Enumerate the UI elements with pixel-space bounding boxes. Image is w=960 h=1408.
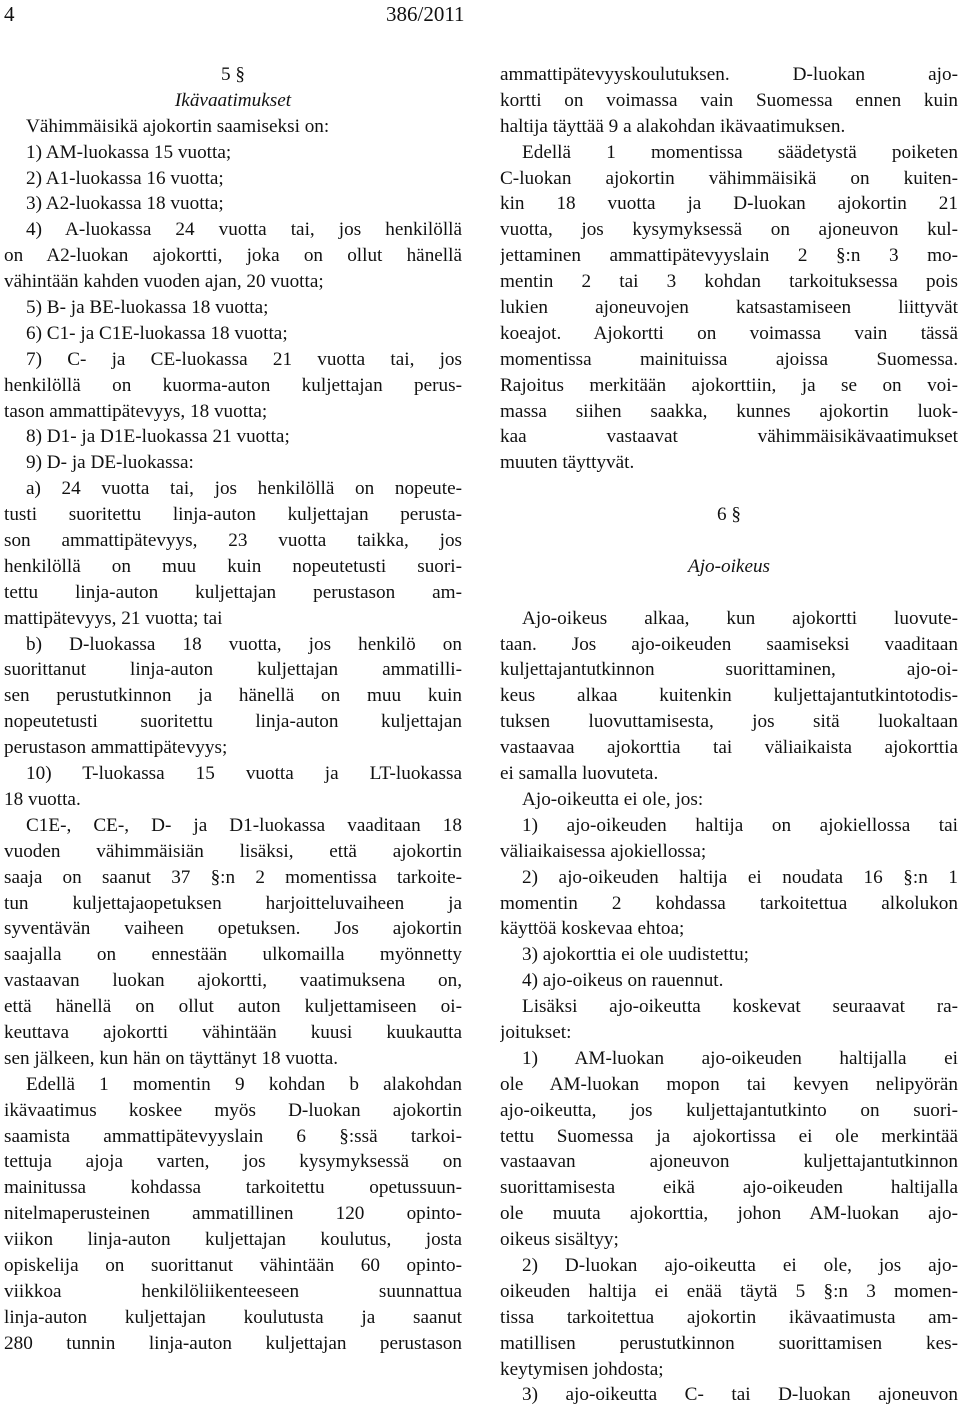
text-line: vastaavaa ajokorttia tai väliaikaista ajokorttia — [500, 737, 958, 759]
text-line: muuten täyttyvät. — [500, 452, 635, 474]
text-line: kortti on voimassa vain Suomessa ennen kuin — [500, 89, 958, 111]
text-line: kaa vastaavat vähimmäisikävaatimukset — [500, 426, 958, 448]
text-line: 7) C- ja CE-luokassa 21 vuotta tai, jos — [26, 348, 462, 370]
text-line: 10) T-luokassa 15 vuotta ja LT-luokassa — [26, 763, 462, 785]
text-line: keytymisen johdosta; — [500, 1358, 664, 1380]
text-line: ei samalla luovuteta. — [500, 763, 659, 785]
text-line: momentin 2 kohdassa tarkoitettua alkolukon — [500, 892, 958, 914]
text-line: matillisen perustutkinnon suorittamisen kes- — [500, 1332, 958, 1354]
text-line: keus alkaa kuitenkin kuljettajantutkintotodis- — [500, 685, 958, 707]
text-line: Edellä 1 momentissa säädetystä poiketen — [522, 141, 958, 163]
text-line: 18 vuotta. — [4, 788, 81, 810]
text-line: 3) A2-luokassa 18 vuotta; — [26, 193, 224, 215]
text-line: nopeutetusti suoritettu linja-auton kuljettajan — [4, 711, 462, 733]
text-line: syventävän vaiheen opetuksen. Jos ajokortin — [4, 918, 462, 940]
text-line: nitelmaperusteinen ammatillinen 120 opinto- — [4, 1203, 462, 1225]
text-line: sen jälkeen, kun hän on täyttänyt 18 vuotta. — [4, 1047, 339, 1069]
text-line: joitukset: — [500, 1021, 572, 1043]
text-line: 1) ajo-oikeuden haltija on ajokiellossa tai — [522, 814, 958, 836]
text-line: oikeus sisältyy; — [500, 1229, 619, 1251]
text-line: 6) C1- ja C1E-luokassa 18 vuotta; — [26, 322, 288, 344]
text-line: 9) D- ja DE-luokassa: — [26, 452, 194, 474]
text-line: mentin 2 tai 3 kohdan tarkoituksessa pois — [500, 271, 958, 293]
text-line: ammattipätevyyskoulutuksen. D-luokan ajo- — [500, 64, 958, 85]
text-line: tettu Suomessa ja ajokortissa ei ole merkintää — [500, 1125, 958, 1147]
text-line: Edellä 1 momentin 9 kohdan b alakohdan — [26, 1073, 462, 1095]
text-line: 3) ajokorttia ei ole uudistettu; — [522, 944, 749, 966]
text-line: vastaavan ajoneuvon kuljettajantutkinnon — [500, 1151, 958, 1173]
text-line: että hänellä on ollut auton kuljettamiseen oi- — [4, 996, 462, 1018]
text-line: C-luokan ajokortin vähimmäisikä on kuiten- — [500, 167, 958, 189]
text-line: 3) ajo-oikeutta C- tai D-luokan ajoneuvon — [522, 1384, 958, 1406]
text-line: haltija täyttää 9 a alakohdan ikävaatimuksen. — [500, 115, 846, 137]
text-line: tettuja ajoja varten, jos kysymyksessä on — [4, 1151, 462, 1173]
text-line: vähintään kahden vuoden ajan, 20 vuotta; — [4, 271, 324, 293]
text-line: väliaikaisessa ajokiellossa; — [500, 840, 707, 862]
text-line: 1) AM-luokassa 15 vuotta; — [26, 141, 232, 163]
text-line: opiskelija on suorittanut vähintään 60 opinto- — [4, 1254, 462, 1276]
text-line: mainitussa kohdassa tarkoitettu opetussuun- — [4, 1177, 462, 1199]
section-heading: Ajo-oikeus — [687, 555, 771, 577]
text-line: tissa tarkoitettua ajokortin ikävaatimusta am- — [500, 1306, 958, 1328]
text-line: massa siihen saakka, kunnes ajokortin luok- — [500, 400, 958, 422]
text-line: perustason ammattipätevyys; — [4, 737, 228, 759]
text-line: viikon linja-auton kuljettajan koulutus, josta — [4, 1229, 462, 1251]
text-line: keuttava ajokortti vähintään kuusi kuukautta — [4, 1021, 462, 1043]
text-line: Rajoitus merkitään ajokorttiin, ja se on voi- — [500, 374, 958, 396]
spacer — [500, 580, 958, 606]
text-line: saamista ammattipätevyyslain 6 §:ssä tarkoi- — [4, 1125, 462, 1147]
text-line: käyttöä koskevaa ehtoa; — [500, 918, 685, 940]
text-line: 4) A-luokassa 24 vuotta tai, jos henkilöllä — [26, 219, 462, 241]
text-line: henkilöllä on kuorma-auton kuljettajan perus- — [4, 374, 462, 396]
text-line: on A2-luokan ajokortti, joka on ollut hänellä — [4, 245, 462, 267]
text-line: ikävaatimus koskee myös D-luokan ajokortin — [4, 1099, 462, 1121]
text-line: 2) A1-luokassa 16 vuotta; — [26, 167, 224, 189]
text-line: 2) ajo-oikeuden haltija ei noudata 16 §:n 1 — [522, 866, 958, 888]
text-line: tason ammattipätevyys, 18 vuotta; — [4, 400, 268, 422]
spacer — [500, 476, 958, 502]
spacer — [500, 528, 958, 554]
section-heading: Ikävaatimukset — [174, 89, 292, 111]
text-line: henkilöllä on muu kuin nopeutetusti suori- — [4, 555, 462, 577]
text-line: jettaminen ammattipätevyyslain 2 §:n 3 mo- — [500, 245, 958, 267]
section-number: 5 § — [221, 64, 245, 85]
text-line: vastaavan luokan ajokortti, vaatimuksena on, — [4, 970, 462, 992]
text-line: tettu linja-auton kuljettajan perustason am- — [4, 581, 462, 603]
text-line: b) D-luokassa 18 vuotta, jos henkilö on — [26, 633, 462, 655]
text-line: saajalla on ennestään ulkomailla myönnetty — [4, 944, 462, 966]
text-line: taan. Jos ajo-oikeuden saamiseksi vaaditaan — [500, 633, 958, 655]
text-line: ole AM-luokan mopon tai kevyen nelipyörän — [500, 1073, 958, 1095]
text-line: sen perustutkinnon ja hänellä on muu kuin — [4, 685, 462, 707]
text-line: son ammattipätevyys, 23 vuotta taikka, jos — [4, 530, 462, 552]
text-line: 280 tunnin linja-auton kuljettajan perustason — [4, 1332, 462, 1354]
text-line: linja-auton kuljettajan koulutusta ja saanut — [4, 1306, 462, 1328]
text-line: tun kuljettajaopetuksen harjoitteluvaiheen ja — [4, 892, 462, 914]
text-line: tusti suoritettu linja-auton kuljettajan perusta- — [4, 504, 462, 526]
text-line: oikeuden haltija ei enää täytä 5 §:n 3 momen- — [500, 1280, 958, 1302]
text-line: vuotta, jos kysymyksessä on ajoneuvon kul- — [500, 219, 958, 241]
text-line: vuoden vähimmäisiän lisäksi, että ajokortin — [4, 840, 462, 862]
text-line: kin 18 vuotta ja D-luokan ajokortin 21 — [500, 193, 958, 215]
text-line: Lisäksi ajo-oikeutta koskevat seuraavat ra- — [522, 996, 958, 1018]
text-line: 8) D1- ja D1E-luokassa 21 vuotta; — [26, 426, 290, 448]
text-line: 2) D-luokan ajo-oikeutta ei ole, jos ajo- — [522, 1254, 958, 1276]
text-line: kuljettajantutkinnon suorittaminen, ajo-oi- — [500, 659, 958, 681]
left-column — [4, 62, 462, 1357]
text-line: a) 24 vuotta tai, jos henkilöllä on nopeute- — [26, 478, 462, 500]
text-line: Ajo-oikeus alkaa, kun ajokortti luovute- — [522, 607, 958, 629]
text-line: suorittanut linja-auton kuljettajan ammatilli- — [4, 659, 462, 681]
text-line: viikkoa henkilöliikenteeseen suunnattua — [4, 1280, 462, 1302]
text-line: saaja on saanut 37 §:n 2 momentissa tarkoite- — [4, 866, 462, 888]
text-line: Ajo-oikeutta ei ole, jos: — [522, 788, 704, 810]
text-line: mattipätevyys, 21 vuotta; tai — [4, 607, 223, 629]
text-line: koeajot. Ajokortti on voimassa vain tässä — [500, 322, 958, 344]
text-line: C1E-, CE-, D- ja D1-luokassa vaaditaan 18 — [26, 814, 462, 836]
text-line: Vähimmäisikä ajokortin saamiseksi on: — [26, 115, 330, 137]
page-number: 4 — [4, 2, 15, 26]
text-line: suorittamisesta eikä ajo-oikeuden haltijalla — [500, 1177, 958, 1199]
text-line: tuksen luovuttamisesta, jos sitä luokaltaan — [500, 711, 958, 733]
document-number: 386/2011 — [386, 2, 465, 26]
right-column — [500, 62, 958, 1408]
text-line: ole muuta ajokorttia, johon AM-luokan ajo- — [500, 1203, 958, 1225]
text-line: momentissa mainituissa ajoissa Suomessa. — [500, 348, 958, 370]
text-line: 1) AM-luokan ajo-oikeuden haltijalla ei — [522, 1047, 958, 1069]
text-line: 5) B- ja BE-luokassa 18 vuotta; — [26, 297, 269, 319]
section-number: 6 § — [717, 504, 741, 526]
text-line: ajo-oikeutta, jos kuljettajantutkinto on suori- — [500, 1099, 958, 1121]
text-line: lukien ajoneuvojen katsastamiseen liittyvät — [500, 297, 958, 319]
text-line: 4) ajo-oikeus on rauennut. — [522, 970, 724, 992]
